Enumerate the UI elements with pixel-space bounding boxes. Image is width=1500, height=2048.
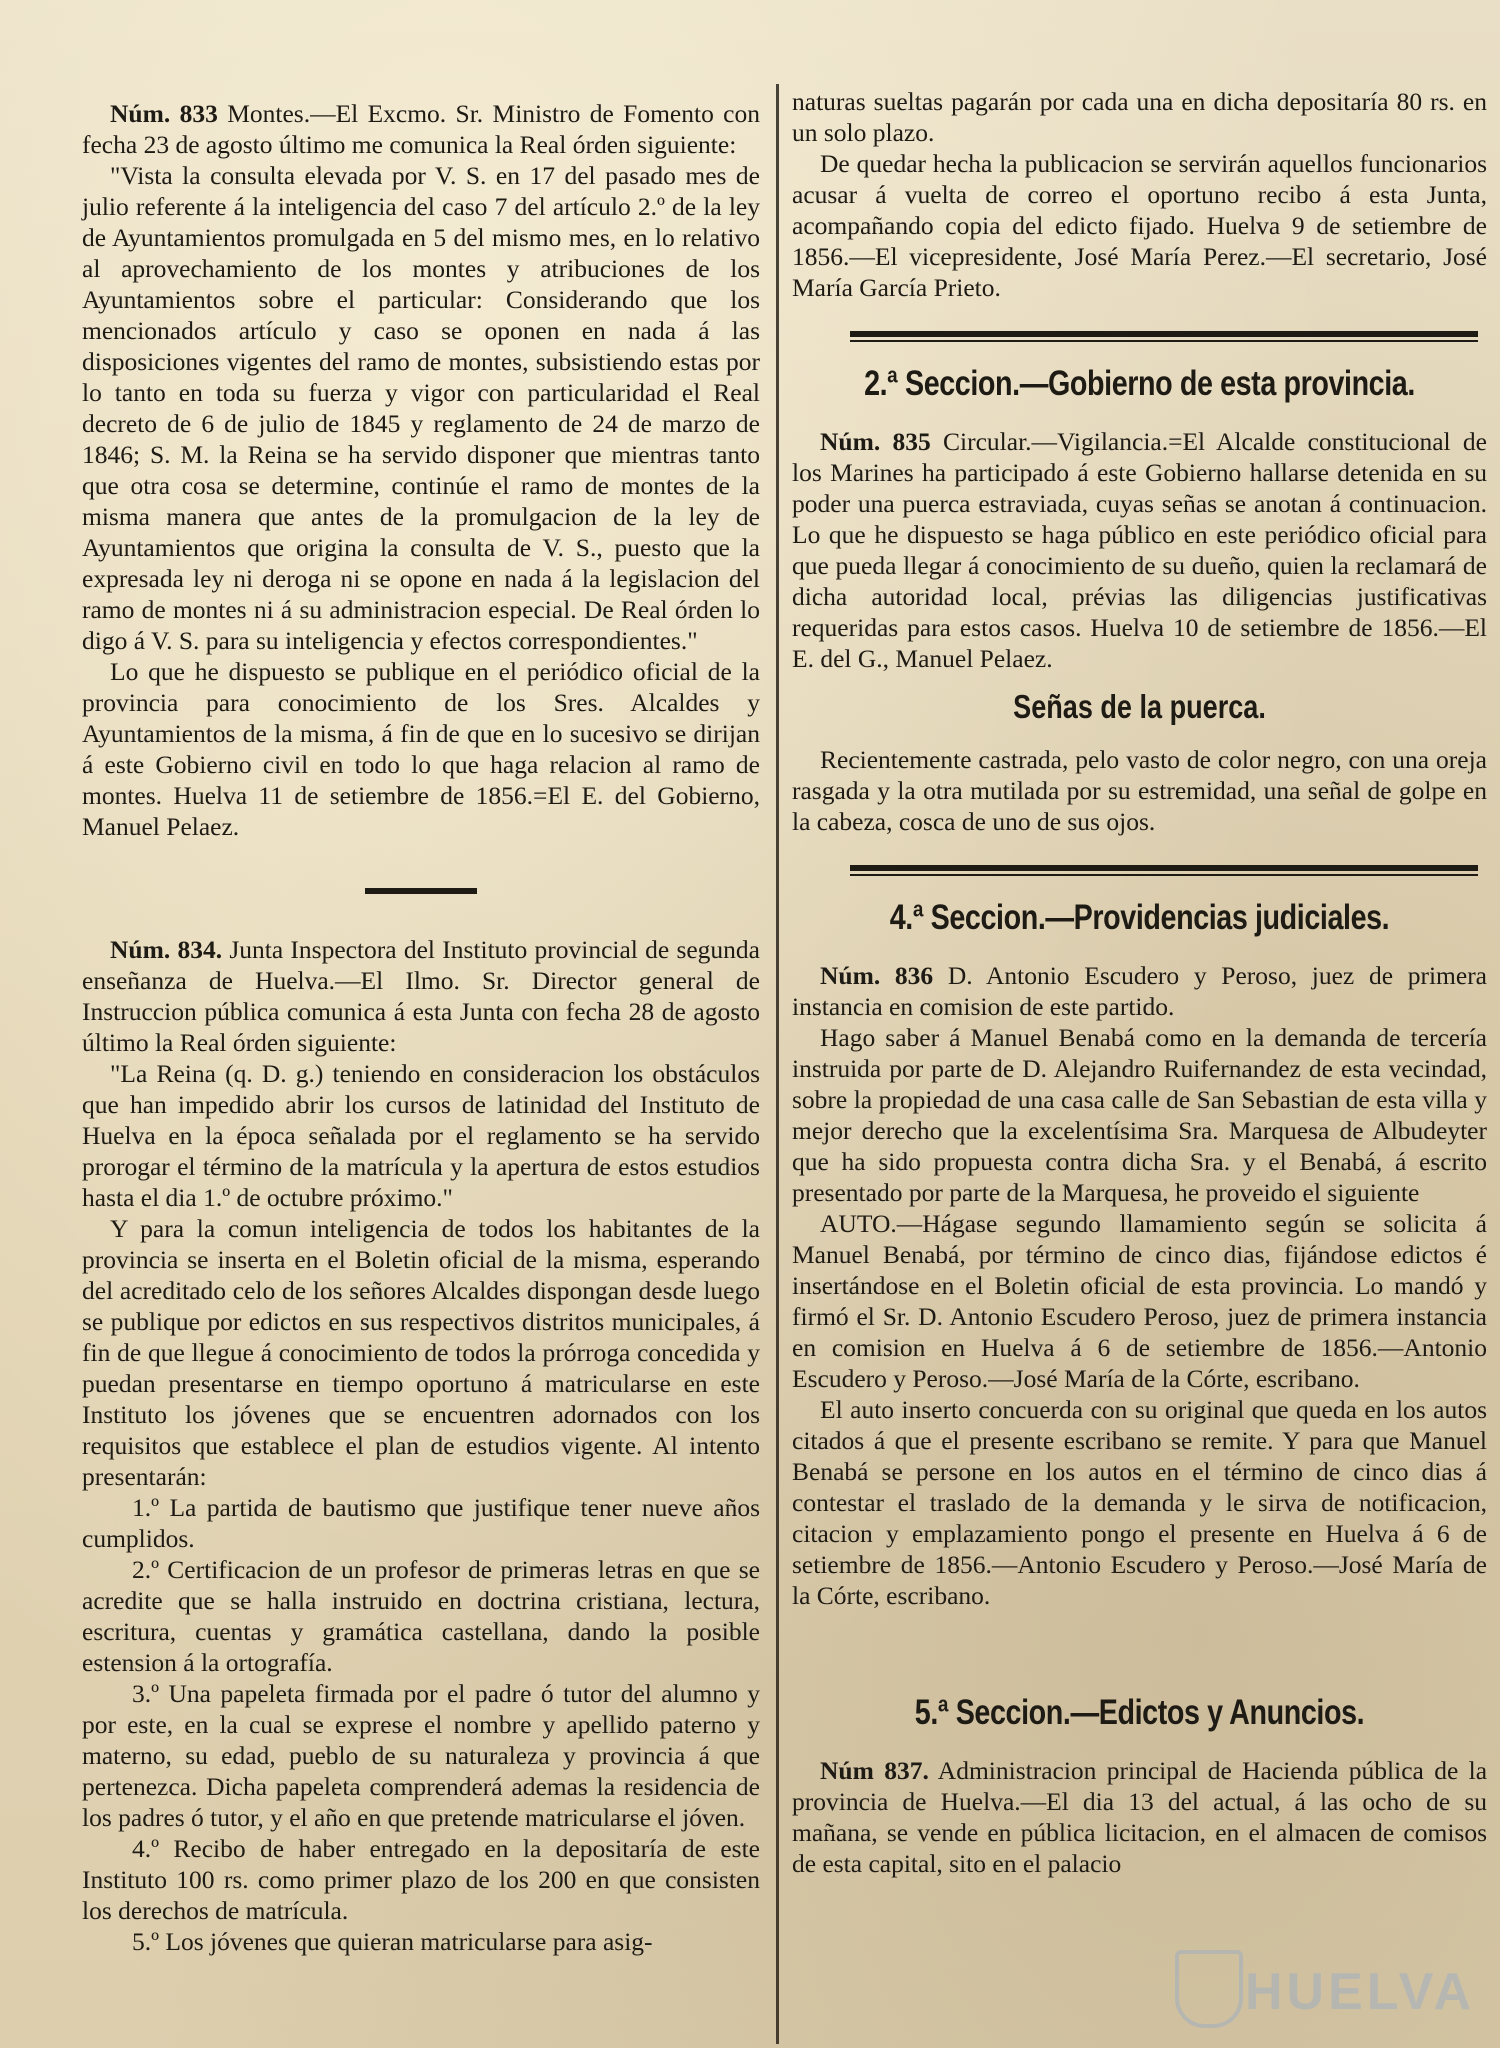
notice-text: Administracion principal de Hacienda pública de la provincia de Huelva.—El dia 13 del actual, á las ocho de su mañana, se vende en pública licitacion, en el almacen de comisos de esta capital, sito en el palacio	[792, 1756, 1488, 1878]
section-heading: 2.ª Seccion.—Gobierno de esta provincia.	[864, 364, 1415, 403]
notice-text: Lo que he dispuesto se publique en el periódico oficial de la provincia para conocimiento de los Sres. Alcaldes y Ayuntamientos de la misma, á fin de que en lo sucesivo se dirijan á este Gobierno civil en todo lo que haga relacion al ramo de montes. Huelva 11 de setiembre de 1856.=El E. del Gobierno, Manuel Pelaez.	[82, 657, 760, 841]
subheading: Señas de la puerca.	[1013, 688, 1266, 725]
notice-text: De quedar hecha la publicacion se servirán aquellos funcionarios acusar á vuelta de correo el oportuno recibo á esta Junta, acompañando copia del edicto fijado. Huelva 9 de setiembre de 1856.—El vicepresidente, José María Perez.—El secretario, José María García Prieto.	[792, 149, 1487, 302]
notice-text: "Vista la consulta elevada por V. S. en 17 del pasado mes de julio referente á la inteligencia del caso 7 del artículo 2.º de la ley de Ayuntamientos promulgada en 5 del mismo mes, en lo relativo al aprovechamiento de los montes y atribuciones de los Ayuntamientos sobre el particular: Considerando que los mencionados artículo y caso se oponen en nada á las disposiciones vigentes del ramo de montes, subsistiendo estas por lo tanto en toda su fuerza y vigor con particularidad el Real decreto de 6 de julio de 1845 y reglamento de 24 de marzo de 1846; S. M. la Reina se ha servido disponer que mientras tanto que otra cosa se determine, continúe el ramo de montes de la misma manera que antes de la promulgacion de la ley de Ayuntamientos que origina la consulta de V. S., puesto que la expresada ley ni deroga ni se opone en nada á la legislacion del ramo de montes ni á su administracion especial. De Real órden lo digo á V. S. para su inteligencia y efectos correspondientes."	[82, 161, 760, 655]
right-column	[792, 86, 1487, 1879]
notice-text: Circular.—Vigilancia.=El Alcalde constitucional de los Marines ha participado á este Gobierno hallarse detenida en su poder una puerca estraviada, cuyas señas se anotan á continuacion. Lo que he dispuesto se haga público en este periódico oficial para que pueda llegar á conocimiento de su dueño, quien la reclamará de dicha autoridad local, prévias las diligencias justificativas requeridas para estos casos. Huelva 10 de setiembre de 1856.—El E. del G., Manuel Pelaez.	[792, 427, 1487, 673]
notice-837	[792, 1755, 1487, 1879]
notice-text: "La Reina (q. D. g.) teniendo en consideracion los obstáculos que han impedido abrir los cursos de latinidad del Instituto de Huelva en la época señalada por el reglamento se ha servido prorogar el término de la matrícula y la apertura de estos estudios hasta el dia 1.º de octubre próximo."	[82, 1059, 760, 1212]
notice-text: El auto inserto concuerda con su original que queda en los autos citados á que el presente escribano se remite. Y para que Manuel Benabá se persone en los autos en el término de cinco dias á contestar el traslado de la demanda y le sirva de notificacion, citacion y emplazamiento pongo el presente en Huelva á 6 de setiembre de 1856.—Antonio Escudero y Peroso.—José María de la Córte, escribano.	[792, 1395, 1487, 1610]
requirement-item: 2.º Certificacion de un profesor de primeras letras en que se acredite que se halla instruido en doctrina cristiana, lectura, escritura, cuentas y gramática castellana, dando la posible estension á la ortografía.	[82, 1555, 760, 1677]
requirement-item: 3.º Una papeleta firmada por el padre ó tutor del alumno y por este, en la cual se exprese el nombre y apellido paterno y materno, su edad, pueblo de su naturaleza y provincia á que pertenezca. Dicha papeleta comprenderá ademas la residencia de los padres ó tutor, y el año en que pretende matricularse el jóven.	[82, 1679, 760, 1832]
requirement-item: 5.º Los jóvenes que quieran matricularse para asig-	[132, 1927, 653, 1956]
notice-834	[82, 934, 760, 1957]
section-heading: 4.ª Seccion.—Providencias judiciales.	[889, 898, 1390, 937]
notice-number: Núm. 836	[820, 961, 934, 990]
notice-835	[792, 426, 1487, 837]
section-rule	[850, 865, 1478, 876]
notice-833	[82, 98, 760, 842]
notice-834-continued	[792, 86, 1487, 303]
notice-number: Núm. 833	[110, 99, 218, 128]
notice-text: D. Antonio Escudero y Peroso, juez de primera instancia en comision de este partido.	[792, 961, 1487, 1021]
notice-text: Junta Inspectora del Instituto provincial de segunda enseñanza de Huelva.—El Ilmo. Sr. Director general de Instruccion pública comunica á esta Junta con fecha 28 de agosto último la Real órden siguiente:	[82, 935, 760, 1057]
requirement-item: 1.º La partida de bautismo que justifique tener nueve años cumplidos.	[82, 1493, 760, 1553]
requirement-item: 4.º Recibo de haber entregado en la depositaría de este Instituto 100 rs. como primer plazo de los 200 en que consisten los derechos de matrícula.	[82, 1834, 760, 1925]
notice-number: Núm. 835	[820, 427, 931, 456]
section-heading: 5.ª Seccion.—Edictos y Anuncios.	[914, 1693, 1365, 1732]
notice-text: Recientemente castrada, pelo vasto de color negro, con una oreja rasgada y la otra mutilada por su estremidad, una señal de golpe en la cabeza, cosca de uno de sus ojos.	[792, 745, 1487, 836]
notice-text: Montes.—El Excmo. Sr. Ministro de Fomento con fecha 23 de agosto último me comunica la Real órden siguiente:	[82, 99, 761, 159]
notice-text: naturas sueltas pagarán por cada una en dicha depositaría 80 rs. en un solo plazo.	[792, 87, 1487, 147]
section-rule	[850, 331, 1478, 342]
notice-836	[792, 960, 1487, 1611]
notice-number: Núm. 834.	[110, 935, 223, 964]
archive-shield-icon	[1175, 1950, 1243, 2028]
separator-rule	[365, 888, 477, 894]
notice-text: Y para la comun inteligencia de todos los habitantes de la provincia se inserta en el Boletin oficial de la misma, esperando del acreditado celo de los señores Alcaldes dispongan desde luego se publique por edictos en sus respectivos distritos municipales, á fin de que llegue á conocimiento de todos la prórroga concedida y puedan presentarse en tiempo oportuno á matricularse en este Instituto los jóvenes que se encuentren adornados con los requisitos que establece el plan de estudios vigente. Al intento presentarán:	[82, 1214, 760, 1491]
notice-text: Hago saber á Manuel Benabá como en la demanda de tercería instruida por parte de D. Alejandro Ruifernandez de esta vecindad, sobre la propiedad de una casa calle de San Sebastian de esta villa y mejor derecho que la excelentísima Sra. Marquesa de Albudeyter que ha sido propuesta contra dicha Sra. y el Benabá, á escrito presentado por parte de la Marquesa, he proveido el siguiente	[792, 1023, 1487, 1207]
notice-text: AUTO.—Hágase segundo llamamiento según se solicita á Manuel Benabá, por término de cinco dias, fijándose edictos é insertándose en el Boletin oficial de esta provincia. Lo mandó y firmó el Sr. D. Antonio Escudero Peroso, juez de primera instancia en comision en Huelva á 6 de setiembre de 1856.—Antonio Escudero y Peroso.—José María de la Córte, escribano.	[792, 1209, 1487, 1393]
spacer	[792, 1611, 1487, 1671]
archive-watermark: HUELVA	[1245, 1963, 1476, 2021]
column-divider	[776, 84, 779, 2044]
left-column	[82, 98, 760, 1957]
notice-number: Núm 837.	[820, 1756, 929, 1785]
